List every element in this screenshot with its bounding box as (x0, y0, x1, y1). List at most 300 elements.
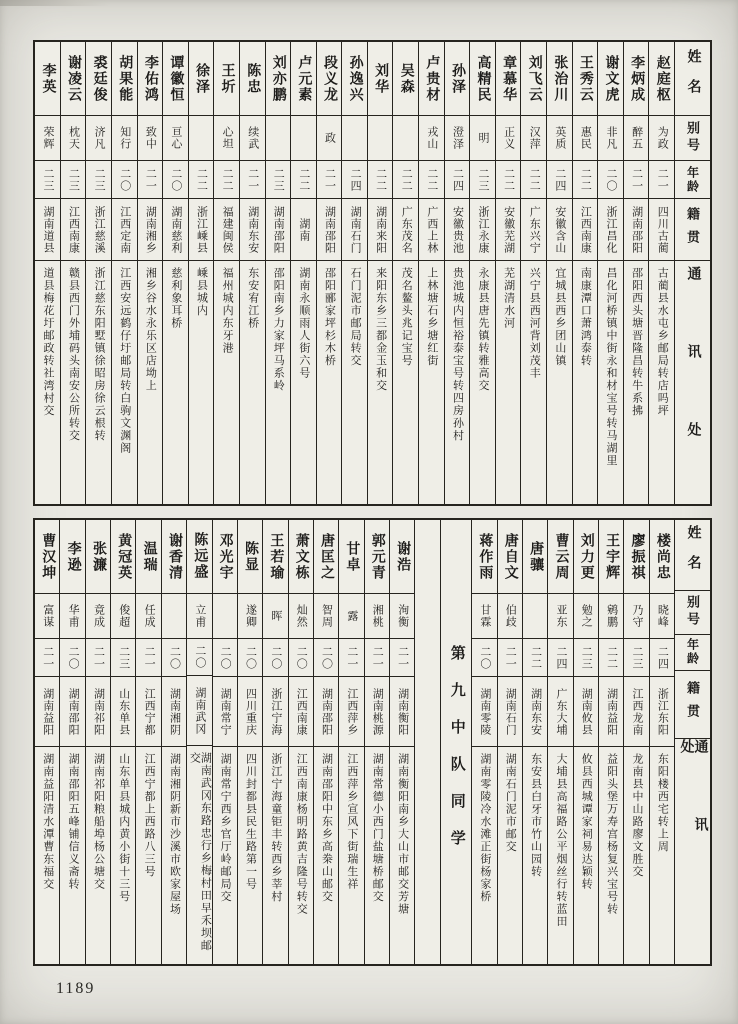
native-cell: 浙江慈溪 (86, 199, 111, 261)
alias-cell: 醉五 (624, 116, 649, 161)
person-column (290, 42, 316, 504)
scan-edge-artifact (0, 0, 110, 6)
alias-cell (162, 594, 186, 639)
age-cell: 二三 (624, 639, 648, 677)
alias-cell: 晓峰 (650, 594, 674, 639)
age-cell: 二一 (624, 161, 649, 199)
alias-cell: 戎山 (419, 116, 444, 161)
person-column (623, 520, 648, 964)
address-cell: 益阳头堡万寿宫杨复兴宝号转 (605, 753, 618, 916)
native-cell: 湖南零陵 (472, 677, 496, 747)
person-column (111, 42, 137, 504)
alias-cell: 亚东 (548, 594, 572, 639)
name-cell: 谢凌云 (61, 42, 86, 116)
age-cell: 二〇 (472, 639, 496, 677)
age-cell: 二二 (521, 161, 546, 199)
alias-cell: 英质 (547, 116, 572, 161)
address-cell: 贵池城内恒裕泰宝号转四房孙村 (451, 267, 464, 442)
native-cell: 福建闽侯 (214, 199, 239, 261)
name-cell: 刘亦鹏 (266, 42, 291, 116)
person-column (389, 520, 414, 964)
native-cell: 湖南来阳 (368, 199, 393, 261)
header-age: 年龄 (675, 635, 710, 672)
age-cell: 二一 (365, 639, 389, 677)
name-cell: 王若瑜 (263, 520, 287, 594)
age-cell: 二四 (342, 161, 367, 199)
address-cell: 东阳楼西宅转上周 (656, 753, 669, 853)
person-column (341, 42, 367, 504)
native-cell: 湖南石门 (498, 677, 522, 747)
alias-cell (523, 594, 547, 639)
age-cell: 二一 (390, 639, 414, 677)
address-cell: 湖南石门泥市邮交 (504, 753, 517, 853)
alias-cell: 智周 (314, 594, 338, 639)
native-cell: 浙江昌化 (598, 199, 623, 261)
person-column (649, 520, 674, 964)
person-column (35, 520, 59, 964)
native-cell: 湖南东安 (240, 199, 265, 261)
native-cell: 湖南邵阳 (317, 199, 342, 261)
native-cell: 湖南邵阳 (624, 199, 649, 261)
address-cell: 嵊县城内 (195, 267, 208, 317)
age-cell: 二〇 (163, 161, 188, 199)
alias-cell: 俊超 (111, 594, 135, 639)
name-cell: 萧文栋 (289, 520, 313, 594)
person-column (313, 520, 338, 964)
alias-cell: 非凡 (598, 116, 623, 161)
alias-cell: 鹓鹏 (599, 594, 623, 639)
address-cell: 湖南永顺雨人街六号 (297, 267, 310, 380)
address-cell: 道县梅花圩邮政转社湾村交 (41, 267, 54, 417)
address-cell: 江西宁都上西路八三号 (143, 753, 156, 878)
alias-cell (266, 116, 291, 161)
name-cell: 刘力更 (574, 520, 598, 594)
name-cell: 唐骧 (523, 520, 547, 594)
alias-cell: 乃守 (624, 594, 648, 639)
age-cell: 二三 (35, 161, 60, 199)
age-cell: 二二 (189, 161, 214, 199)
person-column (597, 42, 623, 504)
address-cell: 宜城县西乡团山镇 (553, 267, 566, 367)
name-cell: 廖振祺 (624, 520, 648, 594)
age-cell: 二一 (498, 639, 522, 677)
age-cell: 二二 (419, 161, 444, 199)
name-cell: 谢浩 (390, 520, 414, 594)
directory-table-top (33, 40, 712, 506)
native-cell: 四川古蔺 (649, 199, 674, 261)
native-cell: 江西龙南 (624, 677, 648, 747)
header-native-place: 籍贯 (675, 671, 710, 738)
person-column (262, 520, 287, 964)
squadron-divider-label (440, 520, 471, 964)
person-column (392, 42, 418, 504)
name-cell: 孙泽 (445, 42, 470, 116)
address-cell: 赣县西门外埔码头南安公所转交 (67, 267, 80, 442)
person-column (520, 42, 546, 504)
alias-cell: 亘心 (163, 116, 188, 161)
alias-cell: 为政 (649, 116, 674, 161)
native-cell: 湖南桃源 (365, 677, 389, 747)
name-cell: 唐自文 (498, 520, 522, 594)
name-cell: 卢贵材 (419, 42, 444, 116)
person-column (495, 42, 521, 504)
name-cell: 黄冠英 (111, 520, 135, 594)
name-cell: 郭元青 (365, 520, 389, 594)
alias-cell: 勉之 (574, 594, 598, 639)
person-column (85, 520, 110, 964)
address-cell: 邵阳西头塘晋隆昌转牛系拂 (630, 267, 643, 417)
native-cell: 广东兴宁 (521, 199, 546, 261)
native-cell: 安徽含山 (547, 199, 572, 261)
native-cell: 湖南东安 (523, 677, 547, 747)
alias-cell (291, 116, 316, 161)
person-column (161, 520, 186, 964)
person-column (546, 42, 572, 504)
person-column (35, 42, 60, 504)
name-cell: 李英 (35, 42, 60, 116)
native-cell: 山东单县 (111, 677, 135, 747)
alias-cell: 明 (470, 116, 495, 161)
header-age: 年龄 (675, 161, 710, 199)
alias-cell: 伯歧 (498, 594, 522, 639)
header-column (674, 520, 710, 964)
squadron-divider-spacer (414, 520, 440, 964)
name-cell: 谭徽恒 (163, 42, 188, 116)
age-cell: 二三 (470, 161, 495, 199)
person-column (471, 520, 496, 964)
alias-cell: 心坦 (214, 116, 239, 161)
native-cell: 广西上林 (419, 199, 444, 261)
name-cell: 李佑鸿 (138, 42, 163, 116)
person-column (212, 520, 237, 964)
age-cell: 二一 (138, 161, 163, 199)
header-name: 姓名 (675, 42, 710, 116)
person-column (497, 520, 522, 964)
native-cell: 湖南邵阳 (266, 199, 291, 261)
name-cell: 蒋作雨 (472, 520, 496, 594)
person-column (110, 520, 135, 964)
age-cell: 二四 (650, 639, 674, 677)
name-cell: 王秀云 (573, 42, 598, 116)
native-cell: 浙江永康 (470, 199, 495, 261)
native-cell: 湖南邵阳 (314, 677, 338, 747)
person-column (135, 520, 160, 964)
name-cell: 李逊 (60, 520, 84, 594)
alias-cell: 晖 (263, 594, 287, 639)
age-cell: 二三 (61, 161, 86, 199)
address-cell: 邵阳郦家坪杉木桥 (323, 267, 336, 367)
name-cell: 楼尚忠 (650, 520, 674, 594)
name-cell: 高精民 (470, 42, 495, 116)
native-cell: 江西南康 (61, 199, 86, 261)
address-cell: 福州城内东牙港 (221, 267, 234, 355)
person-column (213, 42, 239, 504)
person-column (186, 520, 211, 964)
age-cell: 二三 (574, 639, 598, 677)
age-cell: 二二 (393, 161, 418, 199)
age-cell: 二〇 (162, 639, 186, 677)
alias-cell: 枕天 (61, 116, 86, 161)
name-cell: 赵庭枢 (649, 42, 674, 116)
address-cell: 江西安远鹤仔圩邮局转白驹文渊阁 (118, 267, 131, 455)
person-column (60, 42, 86, 504)
age-cell: 二一 (339, 639, 363, 677)
age-cell: 二二 (496, 161, 521, 199)
age-cell: 二二 (599, 639, 623, 677)
native-cell: 湖南益阳 (35, 677, 59, 747)
person-column (85, 42, 111, 504)
empty-cell (415, 520, 440, 964)
age-cell: 二三 (86, 161, 111, 199)
person-column (265, 42, 291, 504)
person-column (338, 520, 363, 964)
native-cell: 安徽芜湖 (496, 199, 521, 261)
address-cell: 湖南邵阳中东乡高桊山邮交 (320, 753, 333, 903)
name-cell: 唐匡之 (314, 520, 338, 594)
alias-cell (393, 116, 418, 161)
name-cell: 孙逸兴 (342, 42, 367, 116)
age-cell: 二〇 (289, 639, 313, 677)
person-column (188, 42, 214, 504)
native-cell: 湖南湘乡 (138, 199, 163, 261)
person-column (162, 42, 188, 504)
alias-cell: 灿然 (289, 594, 313, 639)
alias-cell: 惠民 (573, 116, 598, 161)
address-cell: 江西萍乡宣风下街瑞生祥 (345, 753, 358, 891)
name-cell: 卢元素 (291, 42, 316, 116)
person-column (364, 520, 389, 964)
name-cell: 曹汉坤 (35, 520, 59, 594)
address-cell: 浙江慈东阳墅镇徐昭房徐云根转 (93, 267, 106, 442)
person-column (648, 42, 674, 504)
alias-cell: 济凡 (86, 116, 111, 161)
alias-cell: 露 (339, 594, 363, 639)
native-cell: 浙江嵊县 (189, 199, 214, 261)
age-cell: 二一 (317, 161, 342, 199)
native-cell: 湖南常宁 (213, 677, 237, 747)
alias-cell: 湘桃 (365, 594, 389, 639)
alias-cell: 汉萍 (521, 116, 546, 161)
name-cell: 章慕华 (496, 42, 521, 116)
native-cell: 安徽贵池 (445, 199, 470, 261)
native-cell: 江西南康 (289, 677, 313, 747)
age-cell: 二四 (547, 161, 572, 199)
address-cell: 上林塘石乡塘红街 (425, 267, 438, 367)
header-alias: 别号 (675, 591, 710, 634)
address-cell: 永康县唐先镇转雅高交 (477, 267, 490, 392)
native-cell: 湖南祁阳 (86, 677, 110, 747)
alias-cell: 澄泽 (445, 116, 470, 161)
name-cell: 陈显 (238, 520, 262, 594)
address-cell: 兴宁县西河背刘茂丰 (528, 267, 541, 380)
address-cell: 四川封都县民生路第一号 (244, 753, 257, 891)
address-cell: 东安宥江桥 (246, 267, 259, 330)
address-cell: 湖南湘阴新市沙溪市欧家屋场 (168, 753, 181, 916)
name-cell: 王圻 (214, 42, 239, 116)
address-cell: 古蔺县水屯乡邮局转店吗坪 (656, 267, 669, 417)
person-column (239, 42, 265, 504)
address-cell: 湖南常宁西乡官厅岭邮局交 (219, 753, 232, 903)
alias-cell: 竟成 (86, 594, 110, 639)
header-name: 姓名 (675, 520, 710, 591)
alias-cell: 富谋 (35, 594, 59, 639)
age-cell: 二〇 (60, 639, 84, 677)
native-cell: 湖南衡阳 (390, 677, 414, 747)
address-cell: 东安县白牙市竹山园转 (529, 753, 542, 878)
native-cell: 湖南湘阴 (162, 677, 186, 747)
native-cell: 浙江宁海 (263, 677, 287, 747)
person-column (623, 42, 649, 504)
name-cell: 刘飞云 (521, 42, 546, 116)
age-cell: 二一 (240, 161, 265, 199)
header-address: 通讯处 (685, 265, 701, 500)
age-cell: 二四 (445, 161, 470, 199)
age-cell: 二〇 (213, 639, 237, 677)
person-column (573, 520, 598, 964)
person-column (288, 520, 313, 964)
native-cell: 江西萍乡 (339, 677, 363, 747)
name-cell: 张濂 (86, 520, 110, 594)
age-cell: 二〇 (238, 639, 262, 677)
address-cell: 江西南康杨明路黄吉隆号转交 (295, 753, 308, 916)
header-address: 通讯处 (678, 738, 708, 895)
name-cell: 段义龙 (317, 42, 342, 116)
native-cell: 湖南 (291, 199, 316, 261)
age-cell: 二〇 (598, 161, 623, 199)
address-cell: 昌化河桥镇中街永和材宝号转马湖里 (605, 267, 618, 467)
address-cell: 湘乡谷水永乐区店坳上 (144, 267, 157, 392)
alias-cell: 致中 (138, 116, 163, 161)
age-cell: 二二 (214, 161, 239, 199)
address-cell: 龙南县中山路廖文胜交 (630, 753, 643, 878)
alias-cell: 华甫 (60, 594, 84, 639)
age-cell: 二一 (136, 639, 160, 677)
name-cell: 王宇辉 (599, 520, 623, 594)
person-column (598, 520, 623, 964)
squadron-divider-cell: 第九中队同学 (448, 645, 465, 867)
alias-cell (213, 594, 237, 639)
alias-cell: 遂卿 (238, 594, 262, 639)
alias-cell: 正义 (496, 116, 521, 161)
alias-cell (368, 116, 393, 161)
alias-cell (342, 116, 367, 161)
person-column (418, 42, 444, 504)
native-cell: 湖南邵阳 (60, 677, 84, 747)
address-cell: 湖南祁阳粮船埠杨公塘交 (92, 753, 105, 891)
name-cell: 谢香清 (162, 520, 186, 594)
address-cell: 芜湖清水河 (502, 267, 515, 330)
address-cell: 来阳东乡三都金玉和交 (374, 267, 387, 392)
address-cell: 大埔县高福路公平烟丝行转蓝田 (554, 753, 567, 928)
name-cell: 陈忠 (240, 42, 265, 116)
name-cell: 胡果能 (112, 42, 137, 116)
age-cell: 二二 (291, 161, 316, 199)
native-cell: 江西南康 (573, 199, 598, 261)
page-number: 1189 (56, 980, 96, 997)
alias-cell: 甘霖 (472, 594, 496, 639)
name-cell: 温瑞 (136, 520, 160, 594)
age-cell: 二一 (35, 639, 59, 677)
name-cell: 甘卓 (339, 520, 363, 594)
address-cell: 慈利象耳桥 (169, 267, 182, 330)
address-cell: 浙江宁海童钜丰转西乡莘村 (269, 753, 282, 903)
address-cell: 南康潭口萧鸿泰转 (579, 267, 592, 367)
address-cell: 山东单县城内黄小街十三号 (117, 753, 130, 903)
native-cell: 湖南攸县 (574, 677, 598, 747)
alias-cell: 洵衡 (390, 594, 414, 639)
address-cell: 湖南衡阳南乡大山市邮交芳塘 (396, 753, 409, 916)
person-column (367, 42, 393, 504)
native-cell: 浙江东阳 (650, 677, 674, 747)
age-cell: 二四 (548, 639, 572, 677)
name-cell: 李炳成 (624, 42, 649, 116)
person-column (137, 42, 163, 504)
age-cell: 二二 (573, 161, 598, 199)
address-cell: 湖南益阳清水潭曹东福交 (41, 753, 54, 891)
address-cell: 攸县西城谭家祠易达颖转 (580, 753, 593, 891)
native-cell: 广东茂名 (393, 199, 418, 261)
name-cell: 张治川 (547, 42, 572, 116)
person-column (469, 42, 495, 504)
name-cell: 谢文虎 (598, 42, 623, 116)
age-cell: 二〇 (263, 639, 287, 677)
name-cell: 刘华 (368, 42, 393, 116)
person-column (237, 520, 262, 964)
address-cell: 湖南零陵冷水滩正街杨家桥 (478, 753, 491, 903)
person-column (547, 520, 572, 964)
person-column (316, 42, 342, 504)
age-cell: 二一 (649, 161, 674, 199)
name-cell: 吴森 (393, 42, 418, 116)
native-cell: 湖南武冈 (187, 676, 211, 746)
person-column (572, 42, 598, 504)
header-native-place: 籍贯 (675, 199, 710, 261)
alias-cell: 荣辉 (35, 116, 60, 161)
name-cell: 曹云周 (548, 520, 572, 594)
address-cell: 湖南邵阳五峰铺信义斋转 (67, 753, 80, 891)
name-cell: 邓光宇 (213, 520, 237, 594)
header-alias: 别号 (675, 116, 710, 161)
native-cell: 江西宁都 (136, 677, 160, 747)
age-cell: 二一 (86, 639, 110, 677)
native-cell: 四川重庆 (238, 677, 262, 747)
name-cell: 徐泽 (189, 42, 214, 116)
age-cell: 二〇 (187, 639, 211, 677)
age-cell: 二〇 (314, 639, 338, 677)
alias-cell (189, 116, 214, 161)
age-cell: 二三 (111, 639, 135, 677)
address-cell: 湖南常德小西门盐塘桥邮交 (371, 753, 384, 903)
age-cell: 二二 (523, 639, 547, 677)
alias-cell: 立甫 (187, 594, 211, 639)
age-cell: 二二 (368, 161, 393, 199)
age-cell: 二三 (266, 161, 291, 199)
name-cell: 陈远盛 (187, 520, 211, 594)
person-column (522, 520, 547, 964)
native-cell: 湖南慈利 (163, 199, 188, 261)
address-cell: 湖南武冈东路忠行乡梅村田早禾坝邮交 (188, 752, 212, 953)
alias-cell: 知行 (112, 116, 137, 161)
native-cell: 湖南道县 (35, 199, 60, 261)
header-column (674, 42, 710, 504)
person-column (59, 520, 84, 964)
native-cell: 江西定南 (112, 199, 137, 261)
address-cell: 石门泥市邮局转交 (349, 267, 362, 367)
native-cell: 湖南益阳 (599, 677, 623, 747)
age-cell: 二〇 (112, 161, 137, 199)
directory-table-bottom (33, 518, 712, 966)
alias-cell: 任成 (136, 594, 160, 639)
